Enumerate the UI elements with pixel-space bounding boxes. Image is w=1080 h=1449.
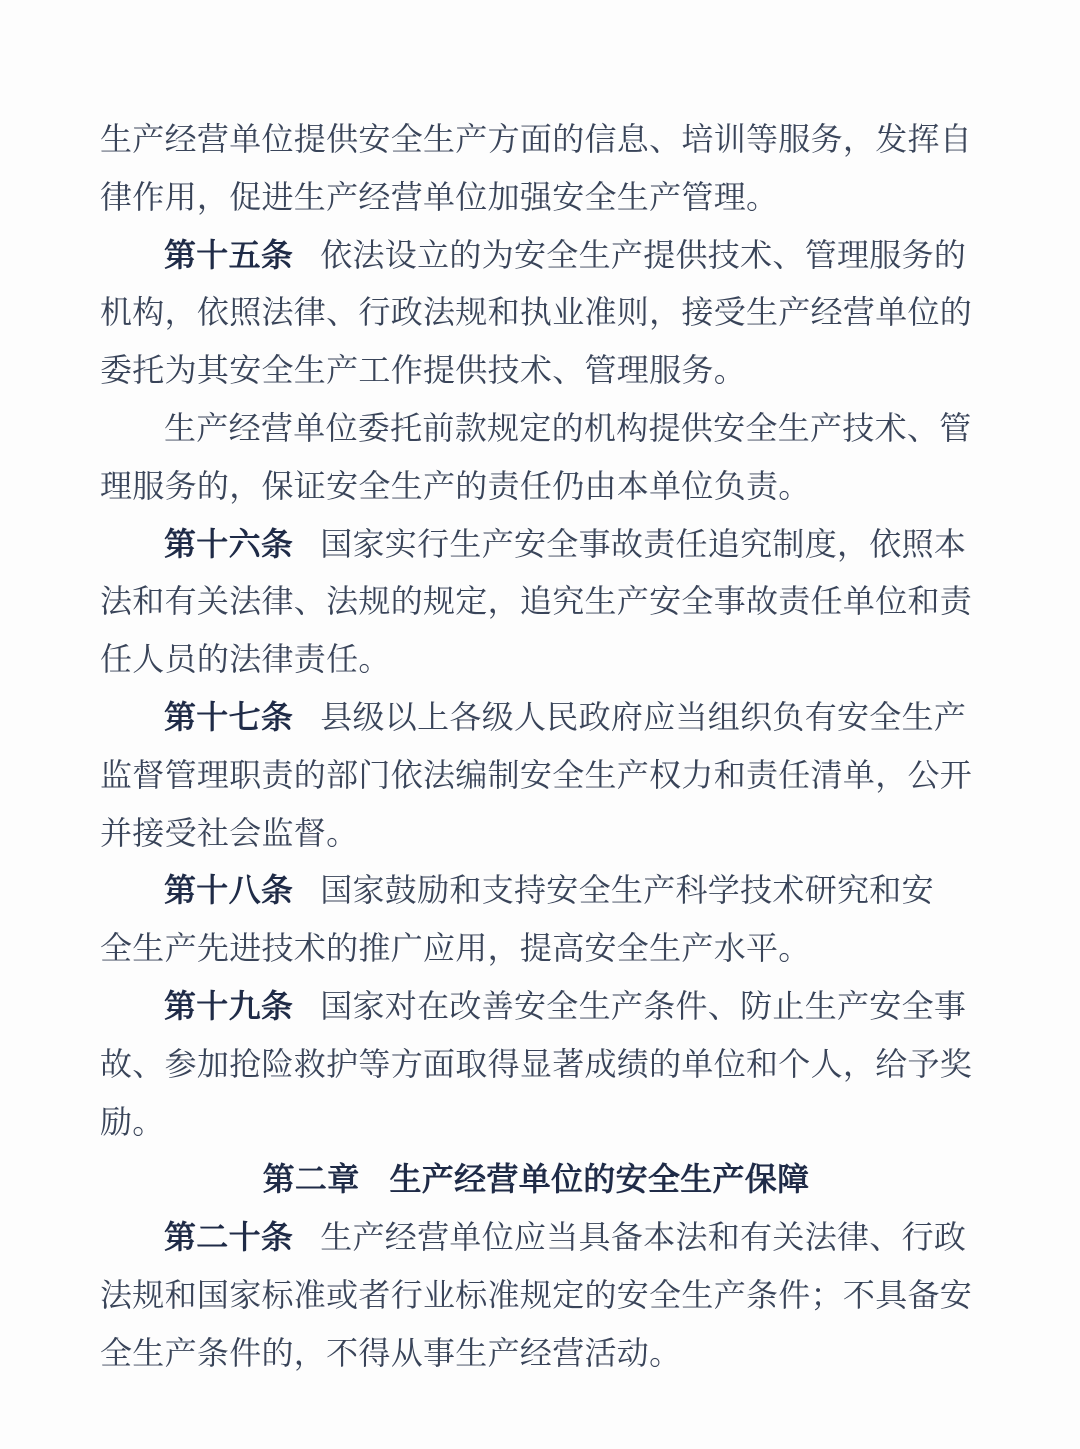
- line-text: 法规和国家标准或者行业标准规定的安全生产条件；不具备安: [100, 1276, 973, 1313]
- line-text: 理服务的，保证安全生产的责任仍由本单位负责。: [100, 467, 811, 504]
- line-text: 任人员的法律责任。: [100, 641, 391, 678]
- line-text: 故、参加抢险救护等方面取得显著成绩的单位和个人，给予奖: [100, 1045, 973, 1082]
- article-20-line: [100, 1209, 972, 1267]
- line-text: 国家对在改善安全生产条件、防止生产安全事: [320, 987, 967, 1024]
- line-text: 生产经营单位应当具备本法和有关法律、行政: [320, 1219, 967, 1256]
- body-line: [100, 573, 972, 631]
- article-number: 第十八条: [164, 872, 294, 909]
- article-17-line: [100, 689, 972, 747]
- chapter-title: 生产经营单位的安全生产保障: [389, 1161, 810, 1198]
- body-line: [100, 1036, 972, 1094]
- line-text: 生产经营单位提供安全生产方面的信息、培训等服务，发挥自: [100, 121, 973, 157]
- body-line: [100, 805, 972, 863]
- body-line: [100, 1267, 972, 1325]
- article-number: 第十六条: [164, 525, 294, 562]
- body-line: [100, 284, 972, 342]
- chapter-number: 第二章: [262, 1161, 360, 1198]
- line-text: 励。: [100, 1103, 165, 1140]
- line-text: 委托为其安全生产工作提供技术、管理服务。: [100, 352, 747, 389]
- line-text: 机构，依照法律、行政法规和执业准则，接受生产经营单位的: [100, 294, 973, 331]
- body-line: [100, 169, 972, 227]
- article-19-line: [100, 978, 972, 1036]
- body-line: [100, 1094, 972, 1152]
- body-line: [100, 631, 972, 689]
- line-text: 法和有关法律、法规的规定，追究生产安全事故责任单位和责: [100, 583, 973, 620]
- article-15-line: [100, 227, 972, 285]
- body-line: [100, 342, 972, 400]
- line-text: 全生产条件的，不得从事生产经营活动。: [100, 1334, 682, 1371]
- article-number: 第十五条: [164, 236, 294, 273]
- chapter-heading: [100, 1151, 972, 1209]
- body-line: [100, 747, 972, 805]
- article-number: 第十九条: [164, 987, 294, 1024]
- line-text: 国家实行生产安全事故责任追究制度，依照本: [320, 525, 967, 562]
- text-block: [100, 111, 972, 1383]
- article-number: 第十七条: [164, 698, 294, 735]
- line-text: 依法设立的为安全生产提供技术、管理服务的: [320, 236, 967, 273]
- article-18-line: [100, 862, 972, 920]
- body-line: [100, 1325, 972, 1383]
- line-text: 国家鼓励和支持安全生产科学技术研究和安: [320, 872, 934, 909]
- body-line: [100, 111, 972, 169]
- body-line: [100, 400, 972, 458]
- line-text: 全生产先进技术的推广应用，提高安全生产水平。: [100, 930, 811, 967]
- line-text: 律作用，促进生产经营单位加强安全生产管理。: [100, 178, 779, 215]
- line-text: 并接受社会监督。: [100, 814, 359, 851]
- line-text: 监督管理职责的部门依法编制安全生产权力和责任清单，公开: [100, 756, 973, 793]
- line-text: 县级以上各级人民政府应当组织负有安全生产: [320, 698, 967, 735]
- line-text: 生产经营单位委托前款规定的机构提供安全生产技术、管: [164, 409, 972, 446]
- body-line: [100, 920, 972, 978]
- article-16-line: [100, 516, 972, 574]
- body-line: [100, 458, 972, 516]
- article-number: 第二十条: [164, 1219, 294, 1256]
